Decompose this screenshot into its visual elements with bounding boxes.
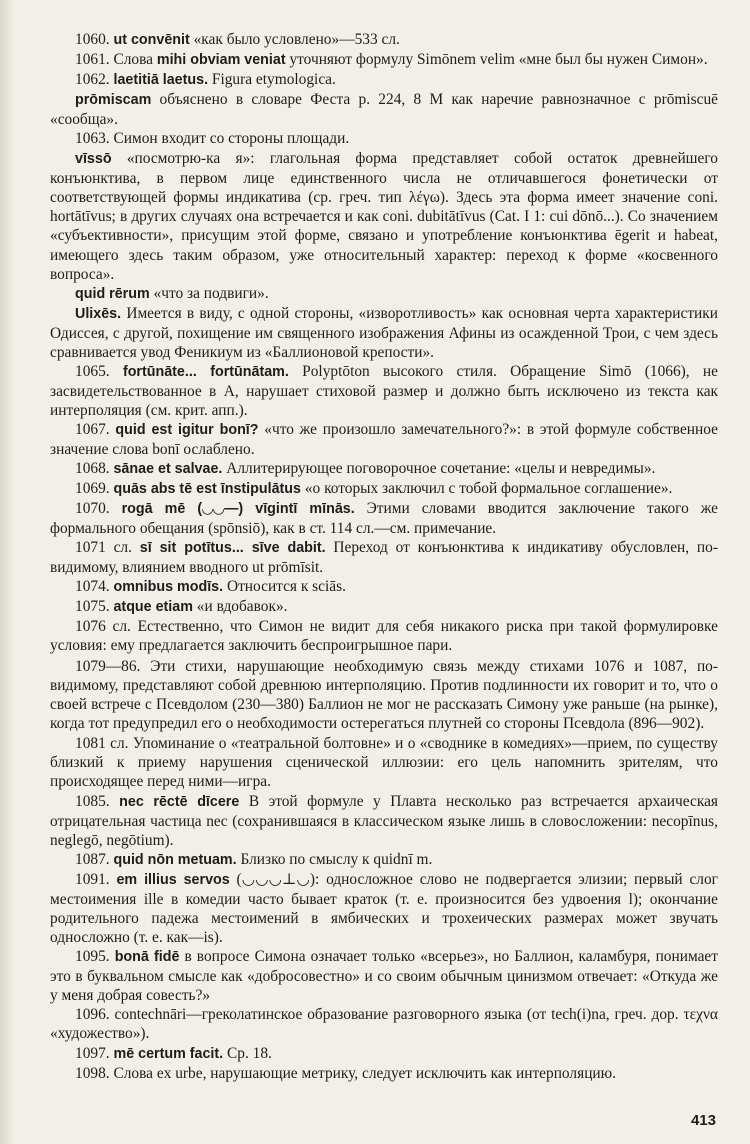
commentary-entry: [50, 577, 718, 597]
entry-lead: 1071 сл.: [75, 539, 140, 557]
entry-text: В этой формуле у Плавта несколько раз встречается архаическая отрицательная частица nec (сохранившаяся в классическом языке лишь в словосложении: necopīnus, neglegō, negōtium).: [50, 792, 718, 849]
entry-text: «что за подвиги».: [149, 284, 269, 302]
entry-text: Близко по смыслу к quidnī m.: [236, 850, 433, 868]
commentary-entry: [50, 1064, 718, 1084]
entry-lead: 1063. Симон входит со стороны площади.: [75, 130, 350, 148]
entry-lead: 1070.: [75, 500, 122, 518]
entry-lead: 1061. Слова: [75, 51, 157, 69]
entry-text: уточняют формулу Simōnem velim «мне был бы нужен Симон».: [285, 51, 708, 69]
entry-lemma: quid nōn metuam.: [113, 851, 237, 868]
commentary-text: [50, 30, 718, 1085]
commentary-entry: [50, 420, 718, 459]
entry-text: «как было условлено»—533 сл.: [189, 31, 400, 48]
commentary-entry: [50, 304, 718, 362]
entry-lead: 1069.: [75, 480, 114, 498]
entry-lead: 1062.: [75, 71, 114, 89]
entry-text: объяснено в словаре Феста р. 224, 8 М как наречие равнозначное с prōmiscuē «сообща».: [50, 91, 718, 129]
entry-lead: 1076 сл. Естественно, что Симон не видит для себя никакого риска при такой формулировке условия: ему предлагается заключить беспроигрышное пари.: [50, 618, 718, 655]
commentary-entry: [50, 129, 718, 149]
commentary-entry: [50, 792, 718, 850]
entry-text: Аллитерирующее поговорочное сочетание: «целы и невредимы».: [222, 460, 656, 478]
entry-text: (◡◡◡⊥◡): односложное слово не подвергается элизии; первый слог местоимения ille в комедии часто бывает краток (т. е. произносится без удвоения l); окончание родительного падежа местоимений в ямбических и трохеических размерах может звучать односложно (т. е. как—is).: [50, 871, 718, 947]
entry-lead: 1081 сл. Упоминание о «театральной болтовне» и о «своднике в комедиях»—прием, по существу близкий к приему нарушения сценической иллюзии: его цель напомнить зрителям, что происходящее перед ними—игра.: [50, 734, 718, 790]
commentary-entry: [50, 50, 718, 70]
commentary-entry: [50, 90, 718, 129]
commentary-entry: [50, 70, 718, 90]
commentary-entry: [50, 1005, 718, 1044]
entry-lead: 1065.: [75, 362, 123, 380]
entry-lemma: em illius servos: [116, 872, 230, 889]
entry-lemma: Ulixēs.: [75, 305, 122, 322]
entry-lead: 1098. Слова ex urbe, нарушающие метрику, следует исключить как интерполяцию.: [75, 1065, 617, 1083]
entry-lemma: quid est igitur bonī?: [115, 421, 259, 438]
entry-lead: 1067.: [75, 420, 116, 438]
entry-lemma: prōmiscam: [75, 92, 152, 109]
entry-lemma: atque etiam: [113, 599, 193, 616]
entry-text: «и вдобавок».: [192, 598, 288, 616]
entry-text: Имеется в виду, с одной стороны, «изворотливость» как основная черта характеристики Одиссея, с другой, похищение им священного изображения Афины из осажденной Трои, с чем здесь сравнивается увод Феникиум из «Баллионовой крепости».: [50, 304, 718, 361]
entry-lemma: laetitiā laetus.: [113, 72, 209, 89]
entry-lemma: mē certum facit.: [113, 1046, 224, 1063]
commentary-entry: [50, 538, 718, 577]
entry-text: Этими словами вводится заключение такого же формального обещания (spōnsiō), как в ст. 114 сл.—см. примечание.: [50, 500, 718, 538]
commentary-entry: [50, 657, 718, 734]
commentary-entry: [50, 734, 718, 792]
commentary-entry: [50, 850, 718, 870]
entry-lead: 1091.: [75, 871, 117, 889]
commentary-entry: [50, 597, 718, 617]
entry-lead: 1079—86. Эти стихи, нарушающие необходимую связь между стихами 1076 и 1087, по-видимому, представляют собой древнюю интерполяцию. Против подлинности их говорит и то, что о своей встрече с Псевдолом (230—380) Баллион не мог не рассказать Симону уже раньше (на рынке), когда тот предупредил его о необходимости остерегаться плутней со стороны Псевдола (896—902).: [50, 657, 718, 732]
entry-lemma: sī sit potītus... sīve dabit.: [139, 540, 326, 557]
entry-lead: 1087.: [75, 850, 114, 868]
entry-text: «что же произошло замечательного?»: в этой формуле собственное значение слова bonī ослаблено.: [50, 420, 718, 458]
entry-text: в вопросе Симона означает только «всерьез», но Баллион, каламбуря, понимает это в буквальном смысле как «добросовестно» и со своим обычным цинизмом отвечает: «Откуда же у меня добрая совесть?»: [50, 948, 718, 1005]
commentary-entry: [50, 30, 718, 50]
entry-text: Ср. 18.: [223, 1045, 272, 1063]
entry-lead: 1097.: [75, 1045, 114, 1063]
entry-text: Переход от конъюнктива к индикативу обусловлен, по-видимому, влиянием вводного ut prōmīsit.: [50, 539, 718, 577]
entry-lemma: quās abs tē est īnstipulātus: [113, 481, 301, 498]
commentary-entry: [50, 499, 718, 538]
commentary-entry: [50, 947, 718, 1005]
entry-lemma: mihi obviam veniat: [156, 52, 286, 69]
page-number: 413: [690, 1112, 716, 1129]
entry-lead: 1085.: [75, 792, 120, 810]
entry-lemma: vīssō: [75, 151, 112, 168]
commentary-entry: [50, 149, 718, 283]
entry-lead: 1075.: [75, 598, 114, 616]
entry-lead: 1095.: [75, 948, 115, 966]
commentary-entry: [50, 284, 718, 304]
entry-lead: 1068.: [75, 460, 114, 478]
entry-lemma: bonā fidē: [114, 949, 180, 966]
entry-lemma: fortūnāte... fortūnātam.: [122, 363, 289, 380]
entry-lemma: omnibus modīs.: [113, 579, 224, 596]
commentary-entry: [50, 459, 718, 479]
entry-lead: 1096. contechnāri—греколатинское образование разговорного языка (от tech(i)na, греч. дор. τεχνα «художество»).: [50, 1006, 718, 1043]
commentary-entry: [50, 1044, 718, 1064]
commentary-entry: [50, 870, 718, 947]
commentary-entry: [50, 479, 718, 499]
entry-lemma: nec rēctē dīcere: [119, 793, 240, 810]
entry-lemma: rogā mē (◡◡—) vīgintī mīnās.: [121, 501, 355, 518]
page-spine-shadow: [0, 0, 14, 1144]
entry-text: Polyptōton высокого стиля. Обращение Simō (1066), не засвидетельствованное в А, нарушает стиховой размер и должно быть исключено из текста как интерполяция (см. крит. апп.).: [50, 362, 718, 419]
entry-lead: 1060.: [75, 31, 114, 48]
commentary-entry: [50, 617, 718, 656]
commentary-entry: [50, 362, 718, 420]
entry-text: Относится к sciās.: [223, 578, 346, 596]
entry-text: «о которых заключил с тобой формальное соглашение».: [300, 480, 673, 498]
entry-lead: 1074.: [75, 578, 114, 596]
entry-lemma: ut convēnit: [113, 32, 190, 48]
entry-text: «посмотрю-ка я»: глагольная форма представляет собой остаток древнейшего конъюнктива, в первом лице единственного числа не отличавшегося фонетически от соответствующей формы индикатива (ср. греч. тип λέγω). Здесь эта форма имеет значение coni. hortātīvus; в других случаях она встречается и как coni. dubitātīvus (Cat. I 1: cui dōnō...). Со значением «субъективности», присущим этой форме, связано и употребление конъюнктива ēgerit и habeat, имеющего здесь таким образом, уже относительный характер: переход к форме «косвенного вопроса».: [50, 150, 718, 283]
entry-lemma: sānae et salvae.: [113, 461, 223, 478]
entry-lemma: quid rērum: [75, 285, 150, 302]
entry-text: Figura etymologica.: [208, 71, 336, 89]
